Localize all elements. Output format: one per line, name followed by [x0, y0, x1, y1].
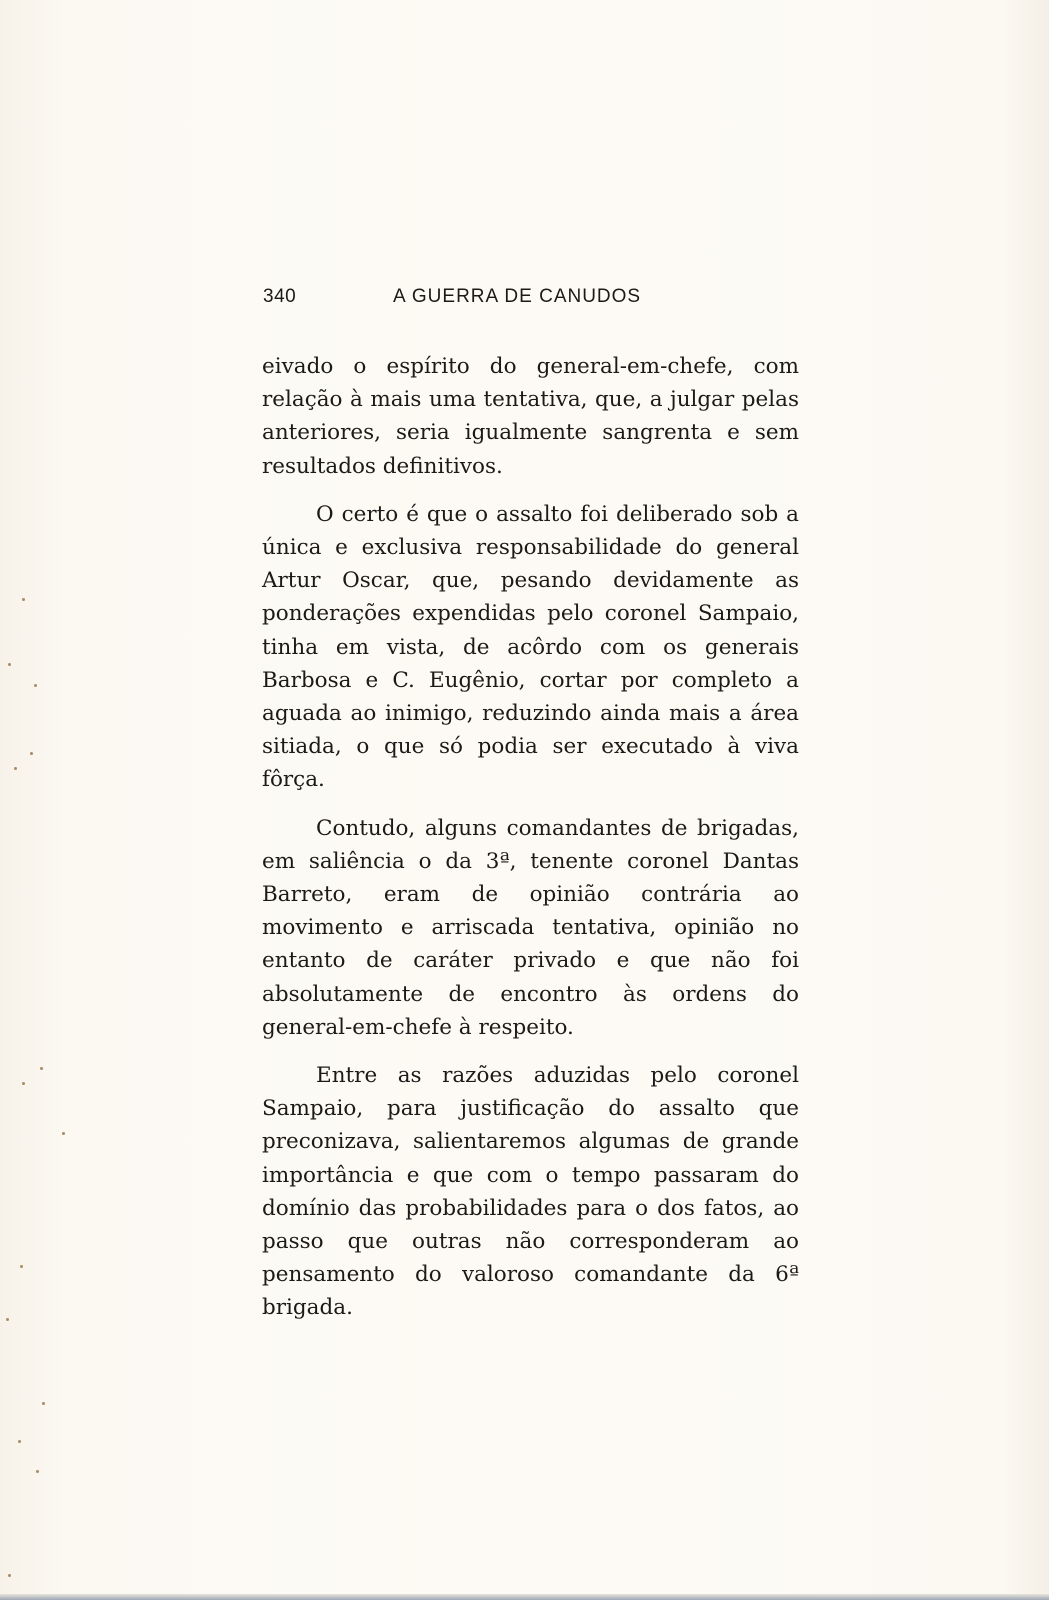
speck [22, 1082, 25, 1085]
speck [14, 767, 17, 770]
speck [40, 1067, 43, 1070]
speck [6, 1318, 9, 1321]
speck [8, 1574, 11, 1577]
paragraph-2: O certo é que o assalto foi deliberado sob a única e exclusiva responsabilidade do general Artur Oscar, que, pesando devidamente as ponderações expendidas pelo coronel Sampaio, tinha em vista, de acôrdo com os generais Barbosa e C. Eugênio, cortar por completo a aguada ao inimigo, reduzindo ainda mais a área sitiada, o que só podia ser executado à viva fôrça. [262, 501, 799, 793]
speck [36, 1470, 39, 1473]
paragraph-4: Entre as razões aduzidas pelo coronel Sampaio, para justificação do assalto que preconizava, salientaremos algumas de grande importância e que com o tempo passaram do domínio das probabilidades para o dos fatos, ao passo que outras não corresponderam ao pensamento do valoroso comandante da 6ª brigada. [262, 1063, 799, 1321]
page-bottom-edge [0, 1594, 1049, 1600]
paragraph-3: Contudo, alguns comandantes de brigadas, em saliência o da 3ª, tenente coronel Dantas Barreto, eram de opinião contrária ao movimento e arriscada tentativa, opinião no entanto de caráter privado e que não foi absolutamente de encontro às ordens do general-em-chefe à respeito. [262, 815, 799, 1040]
body-text [262, 350, 799, 1340]
speck [30, 752, 33, 755]
speck [62, 1132, 65, 1135]
speck [22, 598, 25, 601]
page-number: 340 [263, 286, 297, 307]
speck [20, 1265, 23, 1268]
speck [34, 684, 37, 687]
running-title: A GUERRA DE CANUDOS [393, 286, 642, 307]
speck [18, 1440, 21, 1443]
speck [8, 663, 11, 666]
page-header [263, 286, 803, 316]
speck [42, 1402, 45, 1405]
paragraph-1: eivado o espírito do general-em-chefe, com relação à mais uma tentativa, que, a julgar pelas anteriores, seria igualmente sangrenta e sem resultados definitivos. [262, 354, 799, 479]
